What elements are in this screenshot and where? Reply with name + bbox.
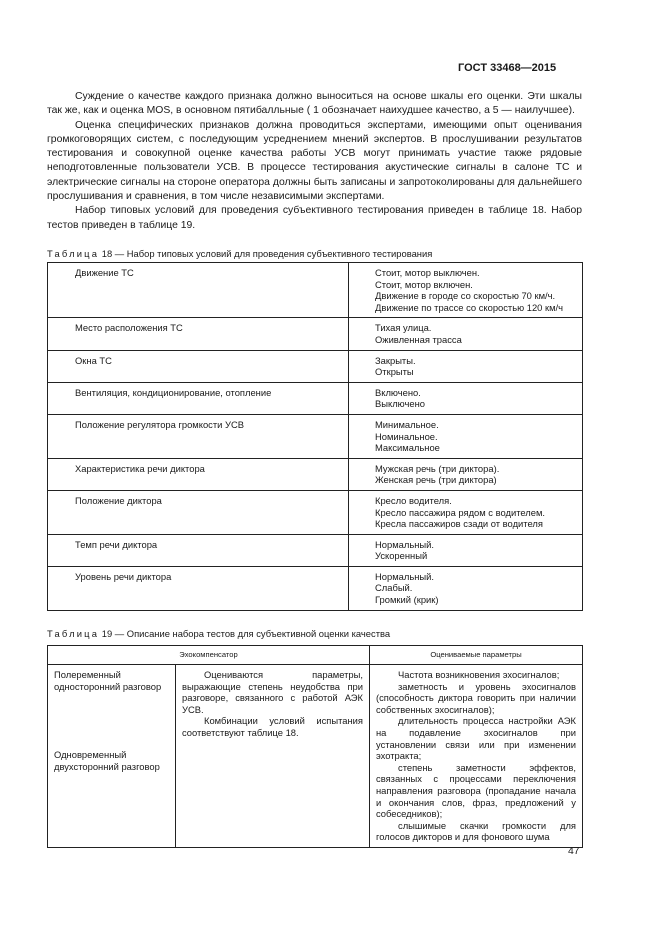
condition-name: Характеристика речи диктора [48, 458, 349, 490]
table-row [48, 350, 583, 382]
evaluated-parameters: Частота возникновения эхосигналов; заметность и уровень эхосигналов (способность диктора говорить при наличии собственных эхосигналов); длительность процесса настройки АЭК на подавление эхосигналов при установлении связи или при изменении эхотракта; степень заметности эффектов, связанных с процессами переключения направления разговора (пропадание начала и окончания слов, фраз, предложений у собеседников); слышимые скачки громкости для голосов дикторов и для фонового шума [370, 665, 583, 848]
condition-name: Темп речи диктора [48, 534, 349, 566]
table-row [48, 490, 583, 534]
condition-name: Положение диктора [48, 490, 349, 534]
body-text [47, 90, 582, 233]
column-header-echo-canceller: Эхокомпенсатор [48, 646, 370, 665]
test-mode: Одновременный двухсторонний разговор [54, 749, 160, 772]
table-row [48, 534, 583, 566]
document-standard-number: ГОСТ 33468—2015 [458, 62, 557, 74]
condition-values: Закрыты. Открыты [349, 350, 583, 382]
test-description: Оцениваются параметры, выражающие степень неудобства при разговоре, связанного с работой АЭК УСВ. Комбинации условий испытания соответствуют таблице 18. [176, 665, 370, 848]
test-mode: Полеременный односторонний разговор [54, 669, 162, 692]
condition-values: Нормальный. Ускоренный [349, 534, 583, 566]
paragraph: Оценка специфических признаков должна проводиться экспертами, имеющими опыт оценивания громкоговорящих систем, с последующим усреднением мнений экспертов. В прослушивании результатов тестирования и совокупной оценке качества работы УСВ могут принимать участие также рядовые неподготовленные пользователи УСВ. В процессе тестирования акустические сигналы в салоне ТС и электрические сигналы на стороне оператора должны быть записаны и запротоколированы для дальнейшего прослушивания и сравнения, в том числе независимыми экспертами. [47, 119, 582, 203]
paragraph: Набор типовых условий для проведения субъективного тестирования приведен в таблице 18. Набор тестов приведен в таблице 19. [47, 205, 582, 231]
table-header-row [48, 646, 583, 665]
table-row [48, 318, 583, 350]
table-row [48, 458, 583, 490]
table-row [48, 382, 583, 414]
test-modes [48, 665, 176, 848]
condition-values: Стоит, мотор выключен. Стоит, мотор включен. Движение в городе со скоростью 70 км/ч. Движение по трассе со скоростью 120 км/ч [349, 263, 583, 318]
column-header-parameters: Оцениваемые параметры [370, 646, 583, 665]
condition-name: Вентиляция, кондиционирование, отопление [48, 382, 349, 414]
table-19 [47, 645, 583, 848]
table-row [48, 263, 583, 318]
page-number: 47 [568, 846, 580, 857]
table-18 [47, 262, 583, 611]
paragraph: Суждение о качестве каждого признака должно выноситься на основе шкалы его оценки. Эти шкалы так же, как и оценка MOS, в основном пятибалльные ( 1 обозначает наихудшее качество, а 5 — наилучшее). [47, 91, 582, 117]
table-19-caption: Таблица 19 — Описание набора тестов для субъективной оценки качества [47, 628, 391, 639]
condition-name: Положение регулятора громкости УСВ [48, 414, 349, 458]
condition-values: Нормальный. Слабый. Громкий (крик) [349, 566, 583, 610]
table-18-caption: Таблица 18 — Набор типовых условий для проведения субъективного тестирования [47, 248, 433, 259]
condition-values: Кресло водителя. Кресло пассажира рядом с водителем. Кресла пассажиров сзади от водителя [349, 490, 583, 534]
condition-values: Тихая улица. Оживленная трасса [349, 318, 583, 350]
table-row [48, 414, 583, 458]
condition-name: Окна ТС [48, 350, 349, 382]
table-row [48, 665, 583, 848]
condition-values: Минимальное. Номинальное. Максимальное [349, 414, 583, 458]
table-row [48, 566, 583, 610]
condition-name: Уровень речи диктора [48, 566, 349, 610]
condition-values: Включено. Выключено [349, 382, 583, 414]
condition-name: Место расположения ТС [48, 318, 349, 350]
condition-name: Движение ТС [48, 263, 349, 318]
condition-values: Мужская речь (три диктора). Женская речь (три диктора) [349, 458, 583, 490]
